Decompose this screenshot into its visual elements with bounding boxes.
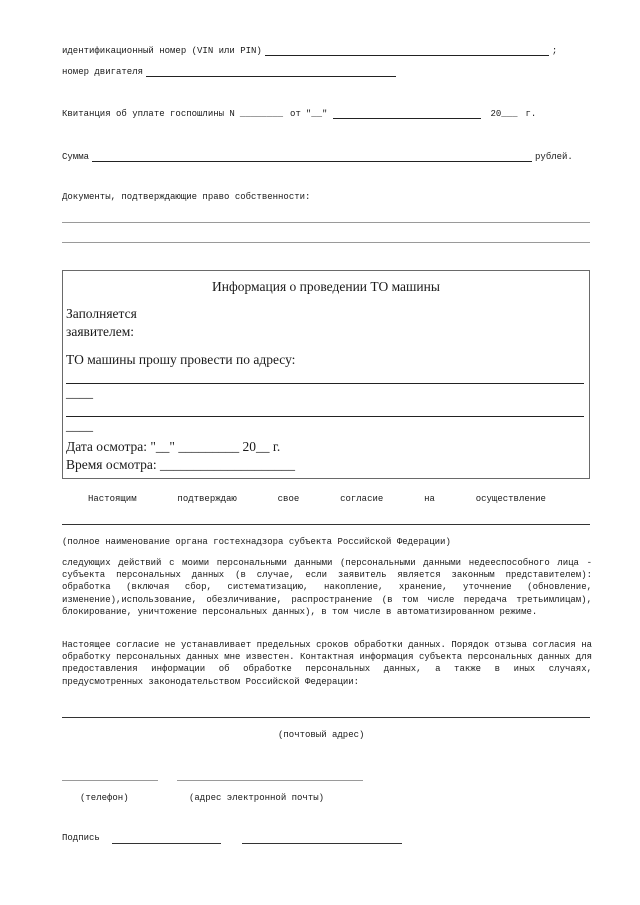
signature-underline	[112, 843, 221, 844]
docs-line-1	[62, 222, 590, 223]
consent-word: Настоящим	[88, 494, 137, 504]
signature-label: Подпись	[62, 833, 100, 843]
consent-word: свое	[277, 494, 300, 504]
email-underline	[177, 780, 363, 781]
inspection-time-line	[66, 457, 295, 473]
inspection-date-line	[66, 439, 280, 455]
consent-word: подтверждаю	[177, 494, 237, 504]
engine-underline	[146, 66, 396, 77]
email-caption: (адрес электронной почты)	[189, 793, 325, 803]
receipt-number-blank: ________	[239, 109, 284, 119]
docs-label: Документы, подтверждающие право собственности:	[62, 192, 311, 202]
postal-underline	[62, 717, 590, 718]
consent-word: осуществление	[475, 494, 546, 504]
date-year: 20__	[242, 439, 270, 454]
vin-end: ;	[551, 46, 558, 56]
engine-row	[62, 66, 592, 77]
date-label: Дата осмотра:	[66, 439, 148, 454]
docs-line-2	[62, 242, 590, 243]
consent-word: согласие	[340, 494, 384, 504]
time-blank: ____________________	[160, 457, 295, 472]
sum-row	[62, 151, 592, 162]
consent-first-line	[88, 494, 546, 504]
phone-underline	[62, 780, 158, 781]
date-month: _________	[178, 439, 240, 454]
date-suffix: г.	[272, 439, 281, 454]
address-wrap-2: ____	[66, 418, 93, 433]
postal-caption: (почтовый адрес)	[278, 730, 365, 740]
authority-underline	[62, 524, 590, 525]
authority-caption: (полное наименование органа гостехнадзора субъекта Российской Федерации)	[62, 537, 451, 547]
time-label: Время осмотра:	[66, 457, 157, 472]
receipt-month-underline	[333, 108, 481, 119]
receipt-from: от	[290, 109, 301, 119]
sum-label: Сумма	[62, 152, 90, 162]
engine-label: номер двигателя	[62, 67, 144, 77]
vin-label: идентификационный номер (VIN или PIN)	[62, 46, 262, 56]
signature-name-underline	[242, 843, 402, 844]
filled-by-line-1: Заполняется	[66, 306, 137, 321]
filled-by-line-2: заявителем:	[66, 324, 135, 339]
consent-paragraph-1: следующих действий с моими персональными данными (персональными данными недееспособного лица - субъекта персональных данных (в случае, если заявитель является законным представителем): обработка (включая сбор, систематизацию, накопление, хранение, уточнение (обновление, изменение),использование, обезличивание, распространение (в том числе передача третьимлицам), блокирование, уничтожение персональных данных), в том числе в автоматизированном режиме.	[62, 558, 592, 617]
address-wrap-1: ____	[66, 385, 93, 400]
receipt-year: 20___	[490, 109, 518, 119]
address-underline-2	[66, 416, 584, 417]
date-day: "__"	[150, 439, 175, 454]
consent-paragraph-2: Настоящее согласие не устанавливает предельных сроков обработки данных. Порядок отзыва согласия на обработку персональных данных мне известен. Контактная информация субъекта персональных данных для предоставления информации об обработке персональных данных, а также в иных случаях, предусмотренных законодательством Российской Федерации:	[62, 640, 592, 687]
receipt-year-suffix: г.	[525, 109, 537, 119]
docs-row	[62, 192, 592, 202]
receipt-day: "__"	[305, 109, 328, 119]
address-underline-1	[66, 383, 584, 384]
sum-suffix: рублей.	[535, 152, 573, 162]
sum-underline	[92, 151, 532, 162]
inspection-info-box	[62, 270, 590, 479]
inspection-box-title: Информация о проведении ТО машины	[212, 279, 440, 294]
receipt-label: Квитанция об уплате госпошлины N	[62, 109, 235, 119]
vin-row	[62, 45, 592, 56]
receipt-row	[62, 108, 592, 119]
address-request: ТО машины прошу провести по адресу:	[66, 352, 296, 367]
vin-underline	[265, 45, 549, 56]
consent-word: на	[424, 494, 435, 504]
phone-caption: (телефон)	[80, 793, 129, 803]
